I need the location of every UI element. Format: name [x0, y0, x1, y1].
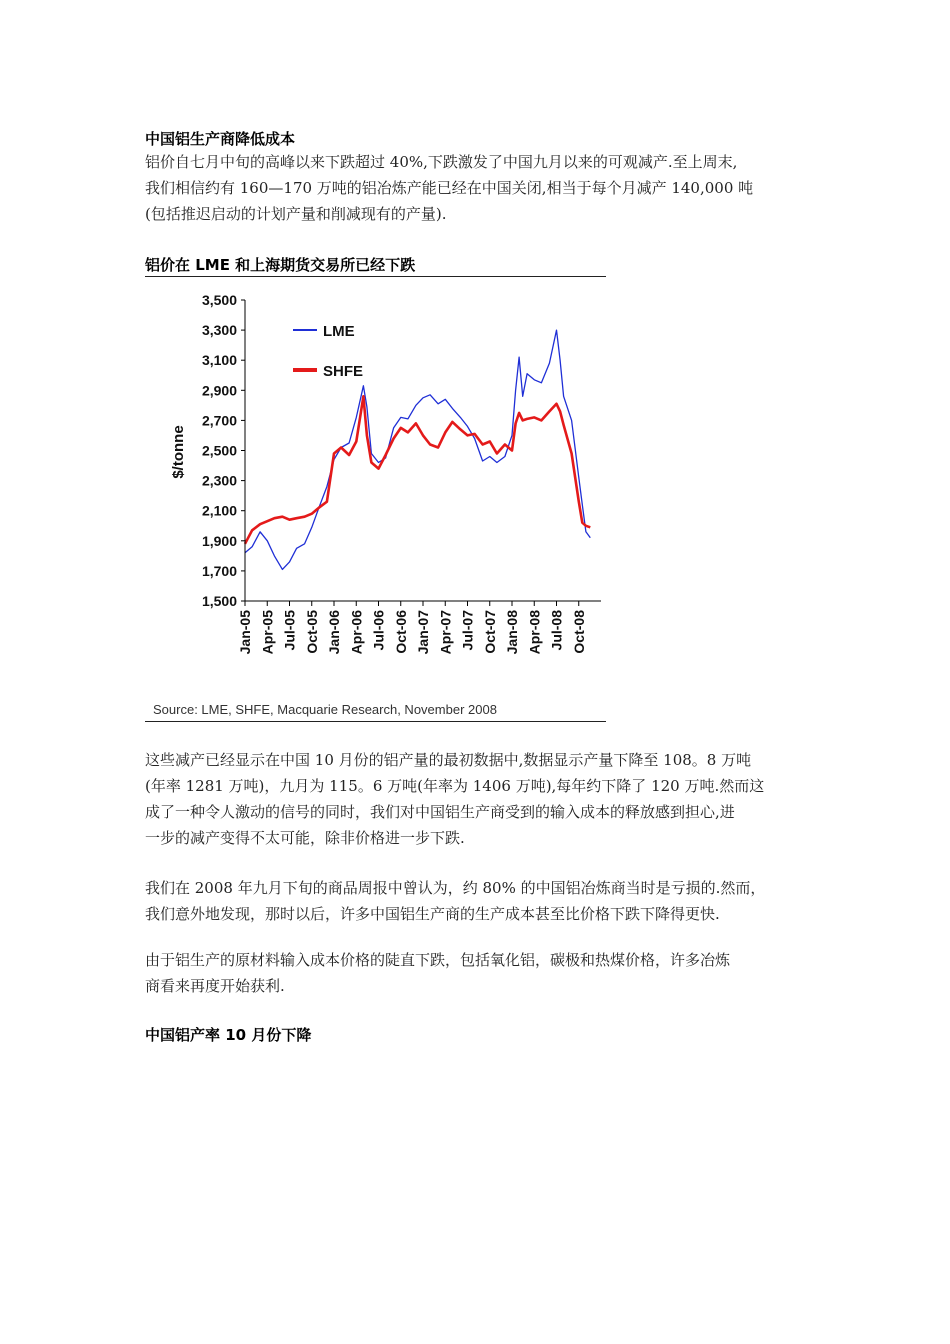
x-axis-ticks [237, 601, 587, 654]
text-line: 我们意外地发现，那时以后，许多中国铝生产商的生产成本甚至比价格下跌下降得更快. [145, 905, 720, 923]
text-line: 一步的减产变得不太可能，除非价格进一步下跌. [145, 829, 465, 847]
x-tick-label: Jan-07 [415, 610, 431, 655]
x-tick-label: Oct-06 [392, 610, 409, 654]
section-heading-cost: 中国铝生产商降低成本 [145, 130, 296, 148]
x-tick-label: Apr-06 [348, 610, 365, 655]
chart-bottom-rule [145, 721, 606, 722]
legend-label-lme: LME [323, 323, 355, 340]
x-tick-label: Oct-05 [303, 610, 320, 654]
x-tick-label: Jan-06 [326, 610, 342, 655]
text-line: 成了一种令人激动的信号的同时，我们对中国铝生产商受到的输入成本的释放感到担心,进 [145, 803, 735, 821]
y-tick-label: 3,300 [201, 322, 237, 339]
line-chart [145, 270, 610, 730]
y-tick-label: 1,500 [201, 593, 237, 609]
paragraph-loss [145, 875, 825, 927]
x-tick-label: Jul-07 [459, 610, 476, 651]
y-tick-label: 2,900 [201, 382, 237, 399]
x-tick-label: Jan-05 [237, 610, 253, 655]
x-tick-label: Apr-07 [437, 610, 454, 655]
text-line: (包括推迟启动的计划产量和削减现有的产量). [145, 205, 447, 223]
paragraph-production [145, 747, 825, 851]
section-heading-output: 中国铝产率 10 月份下降 [145, 1026, 312, 1044]
x-tick-label: Oct-08 [570, 610, 587, 654]
y-axis-label: $/tonne [170, 425, 187, 479]
x-tick-label: Apr-05 [259, 610, 276, 655]
text-line: 我们在 2008 年九月下旬的商品周报中曾认为，约 80% 的中国铝冶炼商当时是亏损的.然而， [145, 879, 766, 897]
y-axis-ticks [202, 292, 245, 609]
x-tick-label: Apr-08 [526, 610, 543, 655]
text-line: 这些减产已经显示在中国 10 月份的铝产量的最初数据中,数据显示产量下降至 108。8 万吨 [145, 751, 752, 769]
x-tick-label: Jul-05 [281, 610, 298, 651]
y-tick-label: 2,700 [201, 412, 237, 429]
price-chart [145, 270, 610, 730]
y-tick-label: 3,100 [201, 352, 237, 369]
y-tick-label: 1,700 [201, 562, 237, 579]
paragraph-cost [145, 149, 825, 227]
series-layer [245, 330, 590, 569]
y-tick-label: 1,900 [201, 532, 237, 549]
x-tick-label: Jan-08 [504, 610, 520, 655]
text-line: (年率 1281 万吨)，九月为 115。6 万吨(年率为 1406 万吨),每年约下降了 120 万吨.然而这 [145, 777, 765, 795]
text-line: 我们相信约有 160—170 万吨的铝冶炼产能已经在中国关闭,相当于每个月减产 140,000 吨 [145, 179, 754, 197]
y-tick-label: 3,500 [201, 292, 237, 308]
x-tick-label: Jul-08 [548, 610, 565, 651]
x-tick-label: Oct-07 [481, 610, 498, 654]
legend [293, 323, 363, 380]
chart-source: Source: LME, SHFE, Macquarie Research, November 2008 [153, 702, 497, 717]
legend-label-shfe: SHFE [323, 363, 364, 380]
chart-heading: 铝价在 LME 和上海期货交易所已经下跌 [145, 256, 416, 274]
y-tick-label: 2,300 [201, 472, 237, 489]
series-line-lme [245, 330, 590, 569]
series-line-shfe [245, 396, 590, 544]
paragraph-profit [145, 947, 825, 999]
x-tick-label: Jul-06 [370, 610, 387, 651]
text-line: 商看来再度开始获利. [145, 977, 285, 995]
text-line: 由于铝生产的原材料输入成本价格的陡直下跌，包括氧化铝，碳极和热煤价格，许多冶炼 [145, 951, 731, 969]
y-tick-label: 2,500 [201, 442, 237, 459]
y-tick-label: 2,100 [201, 502, 237, 519]
text-line: 铝价自七月中旬的高峰以来下跌超过 40%,下跌激发了中国九月以来的可观减产.至上周末, [145, 153, 738, 171]
